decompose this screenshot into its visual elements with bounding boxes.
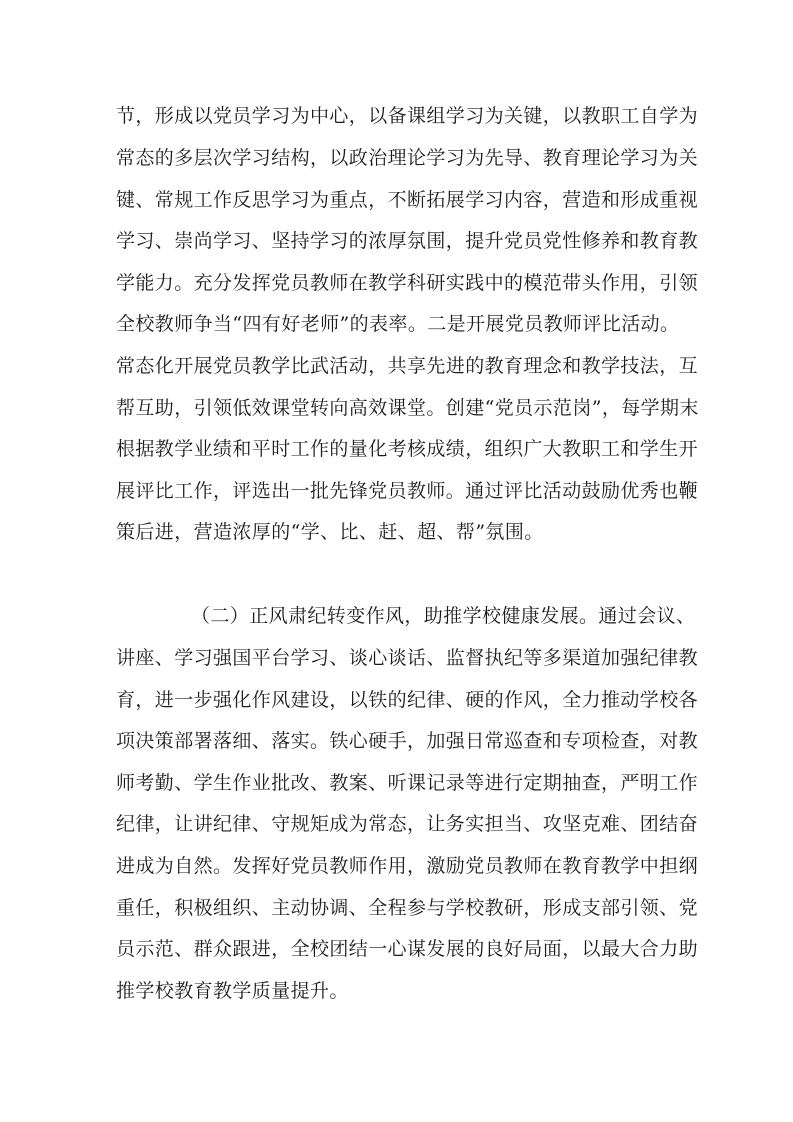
text-line: 展评比工作，评选出一批先锋党员教师。通过评比活动鼓励优秀也鞭 — [116, 480, 699, 502]
text-line: 进成为自然。发挥好党员教师作用，激励党员教师在教育教学中担纲 — [116, 855, 699, 877]
text-line: 员示范、群众跟进，全校团结一心谋发展的良好局面，以最大合力助 — [116, 938, 699, 960]
text-line: 学习、崇尚学习、坚持学习的浓厚氛围，提升党员党性修养和教育教 — [116, 230, 699, 252]
text-line: 常态化开展党员教学比武活动，共享先进的教育理念和教学技法，互 — [116, 355, 699, 377]
text-line: 帮互助，引领低效课堂转向高效课堂。创建“党员示范岗”，每学期末 — [116, 397, 699, 419]
text-line: 推学校教育教学质量提升。 — [116, 980, 349, 1002]
text-line: 节，形成以党员学习为中心，以备课组学习为关键，以教职工自学为 — [116, 105, 699, 127]
text-line: 育，进一步强化作风建设，以铁的纪律、硬的作风，全力推动学校各 — [116, 689, 699, 711]
text-line: 全校教师争当“四有好老师”的表率。二是开展党员教师评比活动。 — [116, 313, 680, 335]
text-line: 师考勤、学生作业批改、教案、听课记录等进行定期抽查，严明工作 — [116, 772, 699, 794]
text-line: 常态的多层次学习结构，以政治理论学习为先导、教育理论学习为关 — [116, 147, 699, 169]
text-line: 讲座、学习强国平台学习、谈心谈话、监督执纪等多渠道加强纪律教 — [116, 647, 699, 669]
text-line: 根据教学业绩和平时工作的量化考核成绩，组织广大教职工和学生开 — [116, 438, 699, 460]
text-line: 策后进，营造浓厚的“学、比、赶、超、帮”氛围。 — [116, 521, 544, 543]
text-line: 键、常规工作反思学习为重点，不断拓展学习内容，营造和形成重视 — [116, 189, 699, 211]
text-line: 纪律，让讲纪律、守规矩成为常态，让务实担当、攻坚克难、团结奋 — [116, 813, 699, 835]
text-line: 学能力。充分发挥党员教师在教学科研实践中的模范带头作用，引领 — [116, 272, 699, 294]
section-heading-line: （二）正风肃纪转变作风，助推学校健康发展。通过会议、 — [191, 605, 696, 627]
text-line: 项决策部署落细、落实。铁心硬手，加强日常巡查和专项检查，对教 — [116, 730, 699, 752]
text-line: 重任，积极组织、主动协调、全程参与学校教研，形成支部引领、党 — [116, 897, 699, 919]
